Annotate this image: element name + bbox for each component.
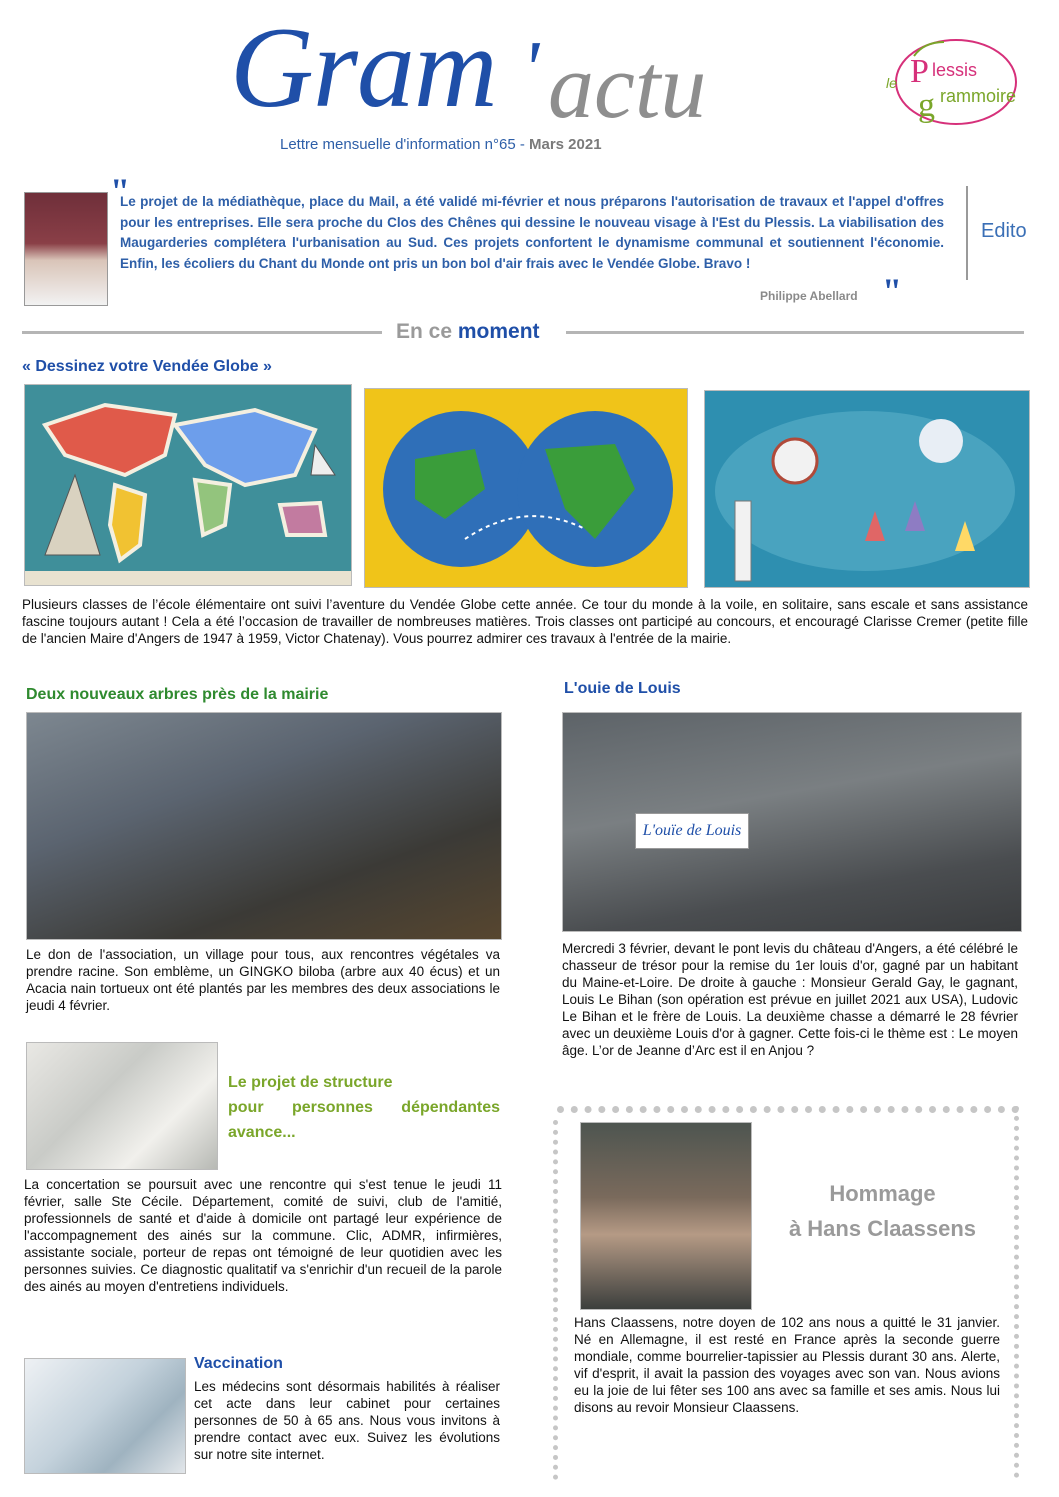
edito-portrait-photo	[24, 192, 108, 306]
structure-heading-line3: avance...	[228, 1124, 296, 1141]
vendee-text: Plusieurs classes de l’école élémentaire ont suivi l’aventure du Vendée Globe cette année. Ce tour du monde à la voile, en solitaire, sans escale et sans assistance fascine toujours autant ! Cela a été l’occasion de travailler de nombreuses matières. Trois classes ont participé au concours, et encouragé Clarisse Cremer (petite fille de l'ancien Maire d'Angers de 1947 à 1959, Victor Chatenay). Vous pourrez admirer ces travaux à l'entrée de la mairie.	[22, 597, 1028, 646]
masthead-title-gram: Gram	[230, 4, 497, 132]
edito-label: Edito	[981, 220, 1027, 242]
subtitle-issue: Lettre mensuelle d'information n°65 -	[280, 136, 529, 153]
section-title	[396, 320, 540, 344]
masthead-subtitle	[280, 136, 602, 153]
svg-text:P: P	[910, 53, 929, 90]
section-rule-left	[22, 331, 382, 334]
vendee-drawing-2	[364, 388, 688, 588]
masthead-title-actu: actu	[548, 35, 707, 137]
edito-open-quote: "	[110, 171, 130, 211]
arbres-photo	[26, 712, 502, 940]
arbres-text: Le don de l'association, un village pour tous, aux rencontres végétales va prendre racine. Son emblème, un GINGKO biloba (arbre aux 40 écus) et un Acacia nain tortueux ont été plantés par les membres des deux associations le jeudi 4 février.	[26, 947, 500, 1013]
hommage-title	[760, 1176, 1005, 1246]
subtitle-date: Mars 2021	[529, 136, 602, 153]
hommage-title-line1: Hommage	[829, 1181, 936, 1206]
hommage-portrait-photo	[580, 1122, 752, 1310]
structure-heading	[228, 1070, 500, 1145]
arbres-heading: Deux nouveaux arbres près de la mairie	[26, 686, 329, 703]
section-rule-right	[566, 331, 1024, 334]
logo-rammoire: rammoire	[940, 86, 1017, 106]
section-title-blue: moment	[457, 320, 540, 343]
vaccination-heading: Vaccination	[194, 1355, 283, 1372]
vaccination-text: Les médecins sont désormais habilités à réaliser cet acte dans leur cabinet pour certaines personnes de 50 à 65 ans. Nous vous invitons à prendre contact avec eux. Suivez les évolutions sur notre site internet.	[194, 1379, 500, 1462]
logo-le: le	[886, 75, 897, 91]
louis-photo	[562, 712, 1022, 932]
vaccination-photo	[24, 1358, 186, 1474]
vendee-drawing-3	[704, 390, 1030, 588]
vendee-heading: « Dessinez votre Vendée Globe »	[22, 358, 272, 375]
hommage-dotted-frame-left	[553, 1120, 558, 1480]
vendee-drawing-1	[24, 384, 352, 586]
hommage-text: Hans Claassens, notre doyen de 102 ans nous a quitté le 31 janvier. Né en Allemagne, il est resté en France après la seconde guerre mondiale, comme bourrelier-tapissier au Plessis durant 30 ans. Alerte, vif d'esprit, il avait la passion des voyages avec son van. Nous avions eu la joie de lui fêter ses 100 ans avec sa famille et ses amis. Nous lui disons au revoir Monsieur Claassens.	[574, 1315, 1000, 1415]
structure-text: La concertation se poursuit avec une rencontre qui s'est tenue le jeudi 11 février, salle Ste Cécile. Département, comité de suivi, club de l'amitié, professionnels de santé et d'aide à domicile ont partagé leur expérience de l'accompagnement des ainés sur la commune. Clic, ADMR, infirmières, assistante sociale, porteur de repas ont témoigné de leur quotidien avec les personnes suivies. Ce diagnostic qualitatif va s'enrichir d'un recueil de la parole des ainés au moyen d'entretiens individuels.	[24, 1177, 502, 1294]
louis-text: Mercredi 3 février, devant le pont levis du château d'Angers, a été célébré le chasseur de trésor pour la remise du 1er louis d'or, gagné par un habitant du Maine-et-Loire. De droite à gauche : Monsieur Gerald Gay, le gagnant, Louis Le Bihan (son opération est prévue en juillet 2021 aux USA), Ludovic Le Bihan et le frère de Louis. La deuxième chasse a démarré le 28 février avec un deuxième Louis d'or à gagner. Cette fois-ci le thème est : Le moyen âge. L’or de Jeanne d’Arc est il en Anjou ?	[562, 941, 1018, 1058]
svg-text:g: g	[918, 87, 935, 124]
hommage-title-line2: à Hans Claassens	[788, 1216, 977, 1241]
edito-text: Le projet de la médiathèque, place du Mail, a été validé mi-février et nous préparons l'autorisation de travaux et l'appel d'offres pour les entreprises. Elle sera proche du Clos des Chênes qui dessine le nouveau visage à l'Est du Plessis. La viabilisation des Maugarderies complétera l'urbanisation au Sud. Ces projets confortent le dynamisme communal et soutiennent l'économie. Enfin, les écoliers du Chant du Monde ont pris un bon bol d'air frais avec le Vendée Globe. Bravo !	[120, 194, 944, 271]
louis-sign: L'ouïe de Louis	[635, 813, 749, 849]
louis-heading: L'ouie de Louis	[564, 680, 681, 697]
edito-divider	[966, 186, 968, 280]
section-title-grey: En ce	[396, 320, 458, 343]
logo-lessis: lessis	[932, 60, 978, 80]
masthead-apostrophe: '	[522, 26, 540, 114]
edito-close-quote: "	[882, 271, 902, 311]
structure-heading-line1: Le projet de structure	[228, 1074, 393, 1091]
edito-signature: Philippe Abellard	[760, 289, 858, 303]
plessis-grammoire-logo	[884, 36, 1024, 132]
structure-heading-line2: pour personnes dépendantes	[228, 1099, 500, 1116]
structure-photo	[26, 1042, 218, 1170]
